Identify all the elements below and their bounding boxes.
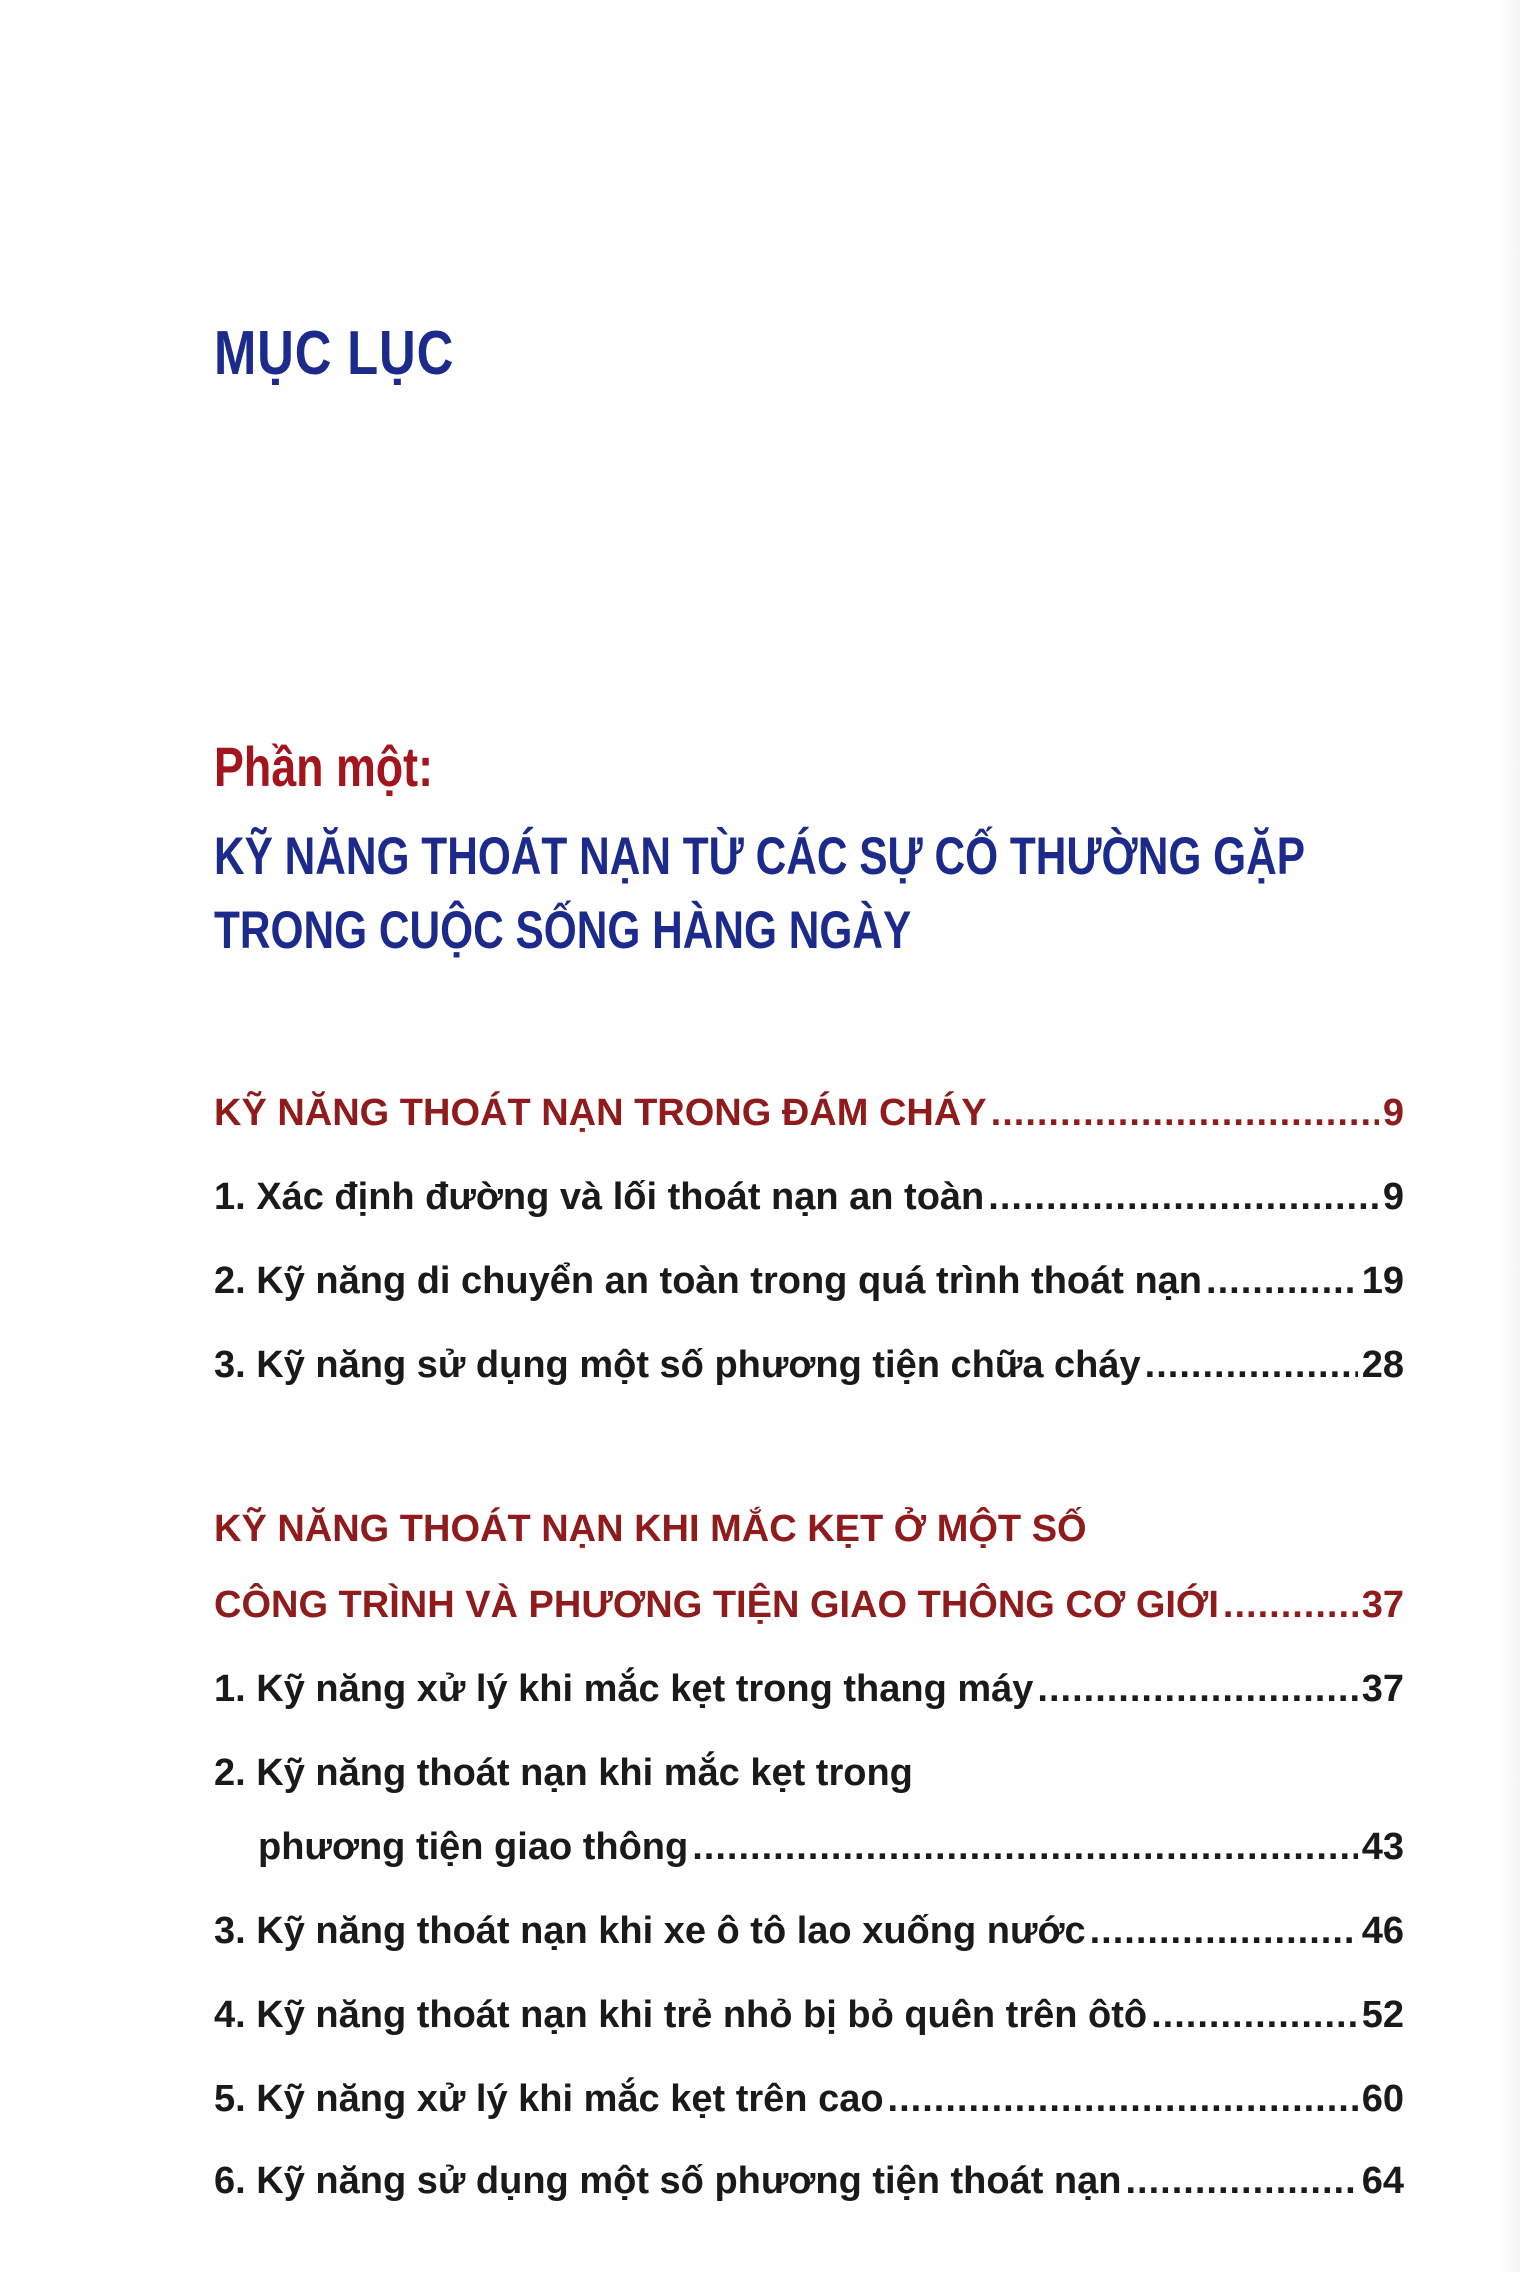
- toc-item: [214, 1668, 1404, 1720]
- dot-leader: [888, 2078, 1358, 2121]
- part-label: Phần một:: [214, 735, 434, 798]
- item-text-line2: phương tiện giao thông: [258, 1826, 689, 1868]
- dot-leader: [1223, 1584, 1358, 1627]
- dot-leader: [1145, 1344, 1358, 1387]
- toc-item: [214, 1260, 1404, 1312]
- item-text-line1: 2. Kỹ năng thoát nạn khi mắc kẹt trong: [214, 1752, 913, 1794]
- page-number: 60: [1361, 2078, 1404, 2120]
- page-number: 37: [1361, 1584, 1404, 1626]
- toc-item: [214, 2160, 1404, 2212]
- part-title-line2: TRONG CUỘC SỐNG HÀNG NGÀY: [214, 901, 912, 960]
- toc-section-trapped: [214, 1584, 1404, 1636]
- dot-leader: [1206, 1260, 1358, 1303]
- page-number: 9: [1382, 1092, 1404, 1134]
- dot-leader: [988, 1176, 1379, 1219]
- toc-item: [214, 1176, 1404, 1228]
- toc-section-fire: [214, 1092, 1404, 1144]
- page-number: 28: [1361, 1344, 1404, 1386]
- dot-leader: [1037, 1668, 1357, 1711]
- page-number: 19: [1361, 1260, 1404, 1302]
- dot-leader: [1090, 1910, 1358, 1953]
- toc-item: [258, 1826, 1404, 1878]
- toc-item: [214, 1994, 1404, 2046]
- page-number: 43: [1361, 1826, 1404, 1868]
- item-text: 6. Kỹ năng sử dụng một số phương tiện thoát nạn: [214, 2160, 1122, 2202]
- page-number: 64: [1361, 2160, 1404, 2202]
- page-number: 52: [1361, 1994, 1404, 2036]
- item-text: 3. Kỹ năng thoát nạn khi xe ô tô lao xuống nước: [214, 1910, 1086, 1952]
- toc-item: [214, 1344, 1404, 1396]
- toc-item: [214, 1910, 1404, 1962]
- dot-leader: [991, 1092, 1379, 1135]
- section-title: KỸ NĂNG THOÁT NẠN TRONG ĐÁM CHÁY: [214, 1092, 987, 1134]
- item-text: 5. Kỹ năng xử lý khi mắc kẹt trên cao: [214, 2078, 884, 2120]
- page-number: 46: [1361, 1910, 1404, 1952]
- item-text: 2. Kỹ năng di chuyển an toàn trong quá trình thoát nạn: [214, 1260, 1203, 1302]
- item-text: 3. Kỹ năng sử dụng một số phương tiện chữa cháy: [214, 1344, 1141, 1386]
- item-text: 1. Kỹ năng xử lý khi mắc kẹt trong thang máy: [214, 1668, 1034, 1710]
- item-text: 1. Xác định đường và lối thoát nạn an toàn: [214, 1176, 985, 1218]
- toc-item: [214, 2078, 1404, 2130]
- toc-title: MỤC LỤC: [214, 319, 455, 388]
- section-title-line1: KỸ NĂNG THOÁT NẠN KHI MẮC KẸT Ở MỘT SỐ: [214, 1508, 1087, 1550]
- page-number: 9: [1382, 1176, 1404, 1218]
- item-text: 4. Kỹ năng thoát nạn khi trẻ nhỏ bị bỏ quên trên ôtô: [214, 1994, 1148, 2036]
- page-edge-shadow: [1498, 0, 1520, 2272]
- dot-leader: [692, 1826, 1357, 1869]
- dot-leader: [1151, 1994, 1358, 2037]
- part-title-line1: KỸ NĂNG THOÁT NẠN TỪ CÁC SỰ CỐ THƯỜNG GẶP: [214, 827, 1305, 886]
- page-number: 37: [1361, 1668, 1404, 1710]
- dot-leader: [1125, 2160, 1357, 2203]
- section-title-line2: CÔNG TRÌNH VÀ PHƯƠNG TIỆN GIAO THÔNG CƠ GIỚI: [214, 1584, 1219, 1626]
